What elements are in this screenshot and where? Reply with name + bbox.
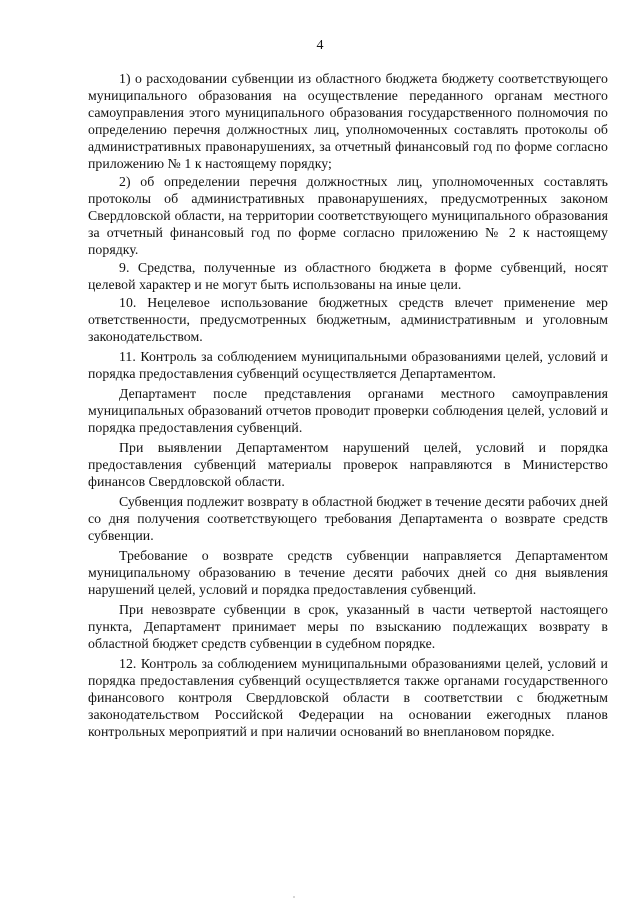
paragraph-court-recovery: При невозврате субвенции в срок, указанный в части четвертой настоящего пункта, Департамент принимает меры по взысканию подлежащих возврату в областной бюджет средств субвенции в судебном порядке. <box>88 602 608 651</box>
paragraph-item-10: 10. Нецелевое использование бюджетных средств влечет применение мер ответственности, предусмотренных бюджетным, административным и уголовным законодательством. <box>88 295 608 344</box>
paragraph-report-officials-list: 2) об определении перечня должностных лиц, уполномоченных составлять протоколы об административных правонарушениях, предусмотренных законом Свердловской области, на территории соответствующего муниципального образования за отчетный финансовый год по форме согласно приложению № 2 к настоящему порядку. <box>88 174 608 257</box>
paragraph-item-11: 11. Контроль за соблюдением муниципальными образованиями целей, условий и порядка предоставления субвенций осуществляется Департаментом. <box>88 349 608 381</box>
scan-speck <box>293 896 295 898</box>
paragraph-return-demand: Требование о возврате средств субвенции направляется Департаментом муниципальному образованию в течение десяти рабочих дней со дня выявления нарушений целей, условий и порядка предоставления субвенций. <box>88 548 608 597</box>
paragraph-violations-referral: При выявлении Департаментом нарушений целей, условий и порядка предоставления субвенций материалы проверок направляются в Министерство финансов Свердловской области. <box>88 440 608 489</box>
paragraph-subvention-return: Субвенция подлежит возврату в областной бюджет в течение десяти рабочих дней со дня получения соответствующего требования Департамента о возврате средств субвенции. <box>88 494 608 543</box>
paragraph-report-subvention-spending: 1) о расходовании субвенции из областного бюджета бюджету соответствующего муниципального образования на осуществление переданного органам местного самоуправления этого муниципального образования государственного полномочия по определению перечня должностных лиц, уполномоченных составлять протоколы об административных правонарушениях, за отчетный финансовый год по форме согласно приложению № 1 к настоящему порядку; <box>88 71 608 171</box>
page-number: 4 <box>316 38 324 53</box>
paragraph-department-inspections: Департамент после представления органами местного самоуправления муниципальных образований отчетов проводит проверки соблюдения целей, условий и порядка предоставления субвенций. <box>88 386 608 435</box>
paragraph-item-12: 12. Контроль за соблюдением муниципальными образованиями целей, условий и порядка предоставления субвенций осуществляется также органами государственного финансового контроля Свердловской области в соответствии с бюджетным законодательством Российской Федерации на основании ежегодных планов контрольных мероприятий и при наличии оснований во внеплановом порядке. <box>88 656 608 739</box>
paragraph-item-9: 9. Средства, полученные из областного бюджета в форме субвенций, носят целевой характер и не могут быть использованы на иные цели. <box>88 260 608 292</box>
document-body <box>88 70 608 740</box>
